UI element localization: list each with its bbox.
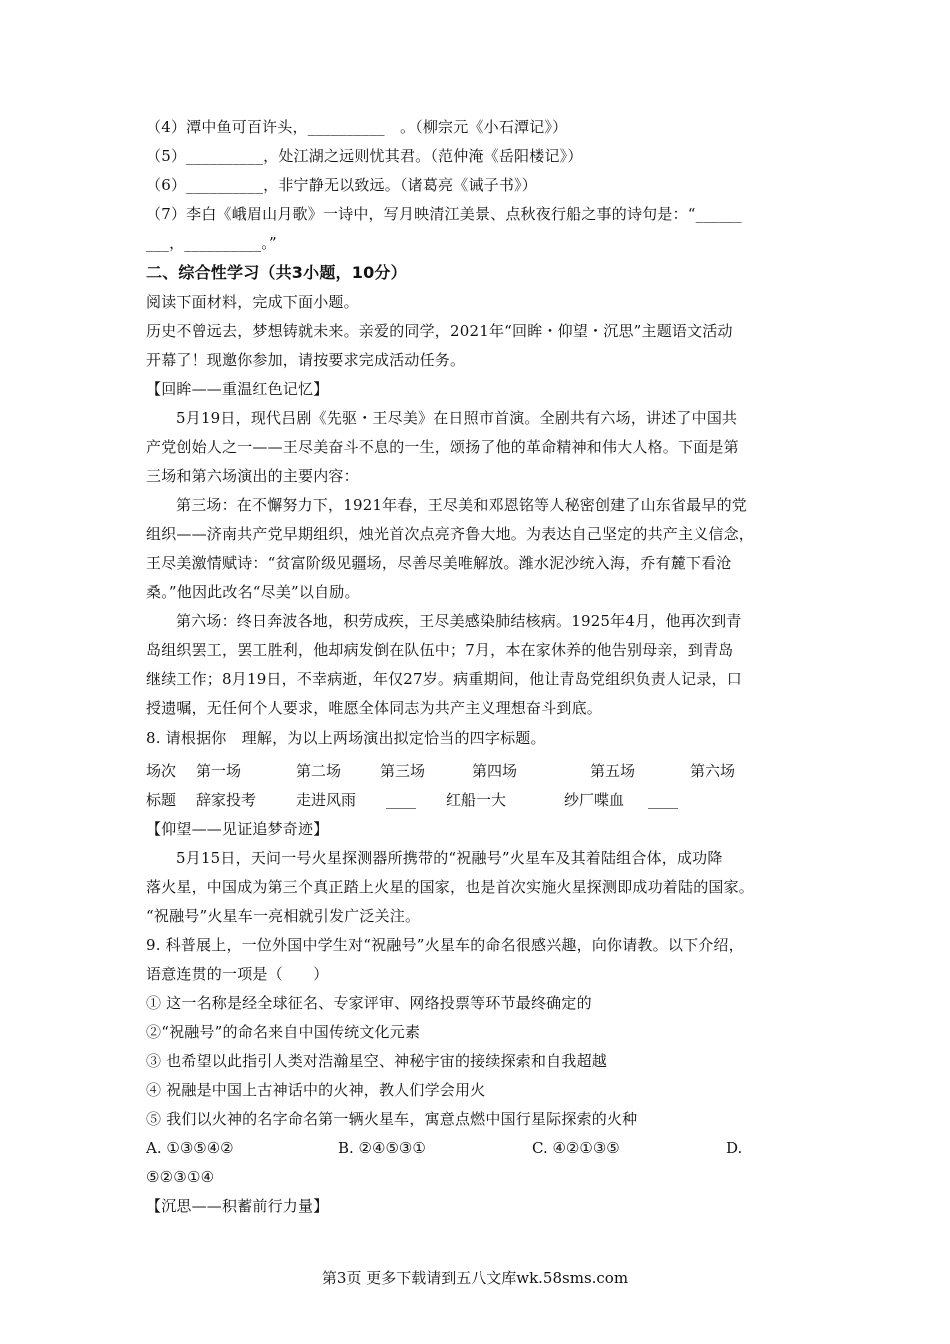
huimou-p2-line1: 第三场：在不懈努力下，1921年春，王尽美和邓恩铭等人秘密创建了山东省最早的党 <box>176 496 747 514</box>
fill-in-q4: （4）潭中鱼可百许头，__________ 。（柳宗元《小石潭记》） <box>146 118 568 136</box>
q8-title-1: 辞家投考 <box>196 791 257 809</box>
q8-scene-6: 第六场 <box>690 762 736 780</box>
fill-in-q7-line1: （7）李白《峨眉山月歌》一诗中，写月映清江美景、点秋夜行船之事的诗句是：“______ <box>146 205 742 223</box>
q8-title-4: 红船一大 <box>446 791 507 809</box>
fill-in-q7-line2: ___，__________。” <box>146 234 277 252</box>
q8-row2-label: 标题 <box>146 791 177 809</box>
q9-sentence-5: ⑤ 我们以火神的名字命名第一辆火星车，寓意点燃中国行星际探索的火种 <box>146 1110 638 1128</box>
huimou-p3-line3: 继续工作；8月19日，不幸病逝，年仅27岁。病重期间，他让青岛党组织负责人记录，口 <box>146 670 742 688</box>
q8-prompt: 8. 请根据你 理解，为以上两场演出拟定恰当的四字标题。 <box>146 729 546 747</box>
q9-prompt-line2: 语意连贯的一项是（ ） <box>146 965 329 983</box>
q8-scene-5: 第五场 <box>590 762 636 780</box>
fill-in-q6: （6）__________，非宁静无以致远。（诸葛亮《诫子书》） <box>146 176 537 194</box>
huimou-p2-line3: 王尽美激情赋诗：“贫富阶级见疆场，尽善尽美唯解放。潍水泥沙统入海，乔有麓下看沧 <box>146 554 732 572</box>
q9-sentence-1: ① 这一名称是经全球征名、专家评审、网络投票等环节最终确定的 <box>146 994 592 1012</box>
q8-row1-label: 场次 <box>146 762 177 780</box>
q9-option-c: C. ④②①③⑤ <box>532 1139 620 1157</box>
q8-scene-3: 第三场 <box>380 762 426 780</box>
q8-title-6-blank: ____ <box>648 791 678 809</box>
fill-in-q5: （5）__________，处江湖之远则忧其君。（范仲淹《岳阳楼记》） <box>146 147 583 165</box>
huimou-p1-line2: 产党创始人之一——王尽美奋斗不息的一生，颂扬了他的革命精神和伟大人格。下面是第 <box>146 438 739 456</box>
q9-option-b: B. ②④⑤③① <box>338 1139 426 1157</box>
q9-sentence-2: ②“祝融号”的命名来自中国传统文化元素 <box>146 1023 421 1041</box>
q8-scene-1: 第一场 <box>196 762 242 780</box>
section2-heading: 二、综合性学习（共3小题，10分） <box>146 263 407 282</box>
huimou-p3-line4: 授遗嘱，无任何个人要求，唯愿全体同志为共产主义理想奋斗到底。 <box>146 699 603 717</box>
chensi-title: 【沉思——积蓄前行力量】 <box>146 1197 329 1215</box>
section2-instruction: 阅读下面材料，完成下面小题。 <box>146 293 359 311</box>
q8-scene-2: 第二场 <box>296 762 342 780</box>
q8-scene-4: 第四场 <box>472 762 518 780</box>
q9-option-a: A. ①③⑤④② <box>146 1139 234 1157</box>
q9-prompt-line1: 9. 科普展上，一位外国中学生对“祝融号”火星车的命名很感兴趣，向你请教。以下介绍， <box>146 936 744 954</box>
yangwang-p1-line2: 落火星，中国成为第三个真正踏上火星的国家，也是首次实施火星探测即成功着陆的国家。 <box>146 878 755 896</box>
huimou-p2-line2: 组织——济南共产党早期组织，烛光首次点亮齐鲁大地。为表达自己坚定的共产主义信念， <box>146 525 755 543</box>
section2-intro-line2: 开幕了！现邀你参加，请按要求完成活动任务。 <box>146 351 466 369</box>
page-footer: 第3页 更多下载请到五八文库wk.58sms.com <box>321 1269 629 1287</box>
yangwang-title: 【仰望——见证追梦奇迹】 <box>146 820 329 838</box>
q9-sentence-4: ④ 祝融是中国上古神话中的火神，教人们学会用火 <box>146 1081 486 1099</box>
huimou-p1-line1: 5月19日，现代吕剧《先驱・王尽美》在日照市首演。全剧共有六场，讲述了中国共 <box>176 409 738 427</box>
q9-option-d-continued: ⑤②③①④ <box>146 1168 215 1186</box>
huimou-title: 【回眸——重温红色记忆】 <box>146 380 329 398</box>
q8-title-5: 纱厂喋血 <box>564 791 625 809</box>
huimou-p3-line2: 岛组织罢工，罢工胜利，他却病发倒在队伍中；7月，本在家休养的他告别母亲，到青岛 <box>146 641 734 659</box>
q8-title-2: 走进风雨 <box>296 791 357 809</box>
huimou-p2-line4: 桑。”他因此改名“尽美”以自励。 <box>146 583 360 601</box>
q8-title-3-blank: ____ <box>386 791 416 809</box>
huimou-p3-line1: 第六场：终日奔波各地，积劳成疾，王尽美感染肺结核病。1925年4月，他再次到青 <box>176 612 742 630</box>
section2-intro-line1: 历史不曾远去，梦想铸就未来。亲爱的同学，2021年“回眸・仰望・沉思”主题语文活动 <box>146 322 733 340</box>
q9-option-d: D. <box>726 1139 743 1157</box>
q9-sentence-3: ③ 也希望以此指引人类对浩瀚星空、神秘宇宙的接续探索和自我超越 <box>146 1052 607 1070</box>
yangwang-p1-line3: “祝融号”火星车一亮相就引发广泛关注。 <box>146 907 421 925</box>
huimou-p1-line3: 三场和第六场演出的主要内容： <box>146 467 359 485</box>
yangwang-p1-line1: 5月15日，天问一号火星探测器所携带的“祝融号”火星车及其着陆组合体，成功降 <box>176 849 723 867</box>
